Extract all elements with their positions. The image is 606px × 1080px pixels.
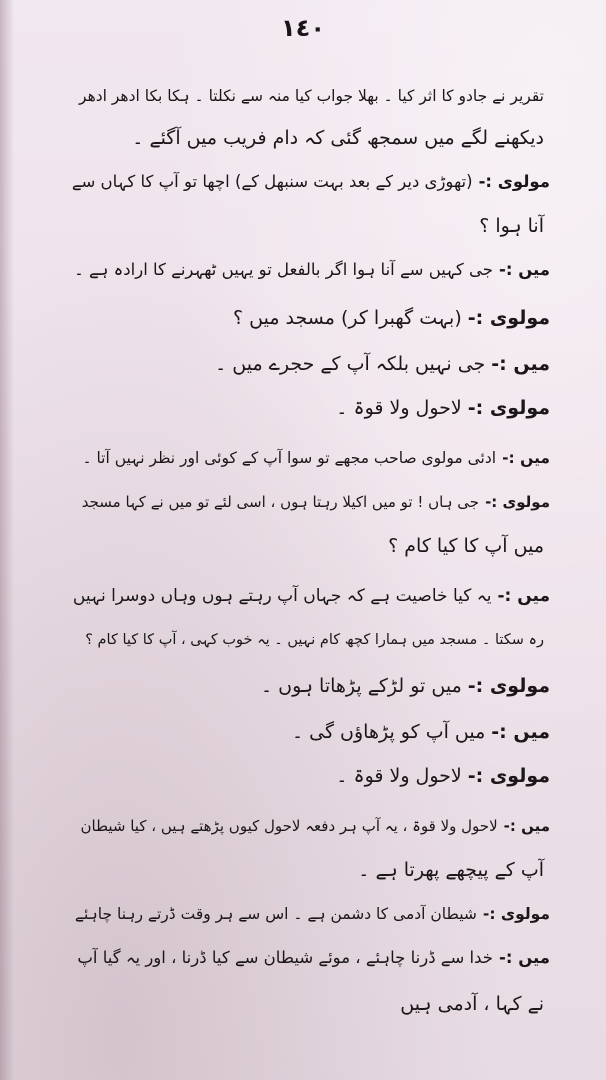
line-text: جی کہیں سے آنا ہوا اگر بالفعل تو یہیں ٹھہرنے کا ارادہ ہے ۔	[74, 260, 493, 279]
line-text: میں آپ کو پڑھاؤں گی ۔	[291, 721, 486, 743]
line-text: یہ کیا خاصیت ہے کہ جہاں آپ رہتے ہوں وہاں دوسرا نہیں	[72, 586, 492, 606]
speaker-label: مولوی :-	[485, 493, 550, 511]
speaker-label: مولوی :-	[467, 397, 550, 419]
speaker-label: مولوی :-	[482, 905, 550, 923]
speaker-label: مولوی :-	[467, 675, 550, 697]
text-line	[400, 982, 550, 1026]
text-line	[73, 574, 550, 618]
text-line	[82, 436, 550, 480]
text-line	[261, 664, 550, 708]
text-line	[75, 892, 550, 936]
line-text: ادئی مولوی صاحب مجھے تو سوا آپ کے کوئی اور نظر نہیں آتا ۔	[82, 449, 497, 467]
speaker-label: مولوی :-	[467, 765, 550, 787]
text-line	[79, 74, 550, 118]
text-line	[132, 116, 550, 160]
text-line	[85, 618, 550, 662]
line-text: میں تو لڑکے پڑھاتا ہوں ۔	[260, 675, 462, 697]
speaker-label: میں :-	[503, 817, 550, 835]
line-text: لاحول ولا قوۃ ۔	[336, 765, 462, 787]
line-text: لاحول ولا قوۃ ۔	[336, 397, 462, 419]
speaker-label: مولوی :-	[478, 172, 550, 191]
line-text: میں آپ کا کیا کام ؟	[388, 535, 544, 557]
text-line	[74, 248, 550, 292]
line-text: رہ سکتا ۔ مسجد میں ہمارا کچھ کام نہیں ۔ یہ خوب کہی ، آپ کا کیا کام ؟	[85, 632, 544, 648]
text-line	[233, 296, 550, 340]
line-text: (تھوڑی دیر کے بعد بہت سنبھل کے) اچھا تو آپ کا کہاں سے	[71, 172, 473, 191]
text-line	[292, 710, 550, 754]
line-text: جی ہاں ! تو میں اکیلا رہتا ہوں ، اسی لئے تو میں نے کہا مسجد	[81, 493, 480, 511]
line-text: خدا سے ڈرنا چاہئے ، موئے شیطان سے کیا ڈرنا ، اور یہ گیا آپ	[77, 948, 493, 967]
line-text: نے کہا ، آدمی ہیں	[400, 993, 544, 1015]
page-number: ١٤٠	[281, 14, 325, 42]
text-line	[215, 342, 550, 386]
speaker-label: میں :-	[499, 948, 550, 967]
speaker-label: میں :-	[499, 260, 550, 279]
text-line	[77, 936, 550, 980]
speaker-label: مولوی :-	[467, 307, 550, 329]
line-text: آپ کے پیچھے پھرتا ہے ۔	[358, 859, 544, 881]
text-line	[479, 204, 550, 248]
speaker-label: میں :-	[491, 721, 550, 743]
speaker-label: میں :-	[502, 449, 550, 467]
line-text: شیطان آدمی کا دشمن ہے ۔ اس سے ہر وقت ڈرتے رہنا چاہئے	[74, 905, 477, 923]
line-text: دیکھنے لگے میں سمجھ گئی کہ دام فریب میں آگئے ۔	[132, 127, 544, 149]
speaker-label: میں :-	[491, 353, 550, 375]
line-text: لاحول ولا قوۃ ، یہ آپ ہر دفعہ لاحول کیوں پڑھتے ہیں ، کیا شیطان	[80, 817, 498, 835]
text-line	[336, 754, 550, 798]
line-text: تقریر نے جادو کا اثر کیا ۔ بھلا جواب کیا منہ سے نکلتا ۔ ہکا بکا ادھر ادھر	[79, 87, 544, 105]
page-binding-shadow	[0, 0, 14, 1080]
text-line	[72, 160, 550, 204]
text-line	[80, 804, 550, 848]
line-text: جی نہیں بلکہ آپ کے حجرے میں ۔	[215, 353, 486, 375]
text-line	[82, 480, 550, 524]
text-line	[336, 386, 550, 430]
line-text: (بہت گھبرا کر) مسجد میں ؟	[233, 307, 462, 329]
speaker-label: میں :-	[497, 586, 550, 606]
line-text: آنا ہوا ؟	[479, 215, 544, 237]
text-line	[358, 848, 550, 892]
text-line	[388, 524, 550, 568]
